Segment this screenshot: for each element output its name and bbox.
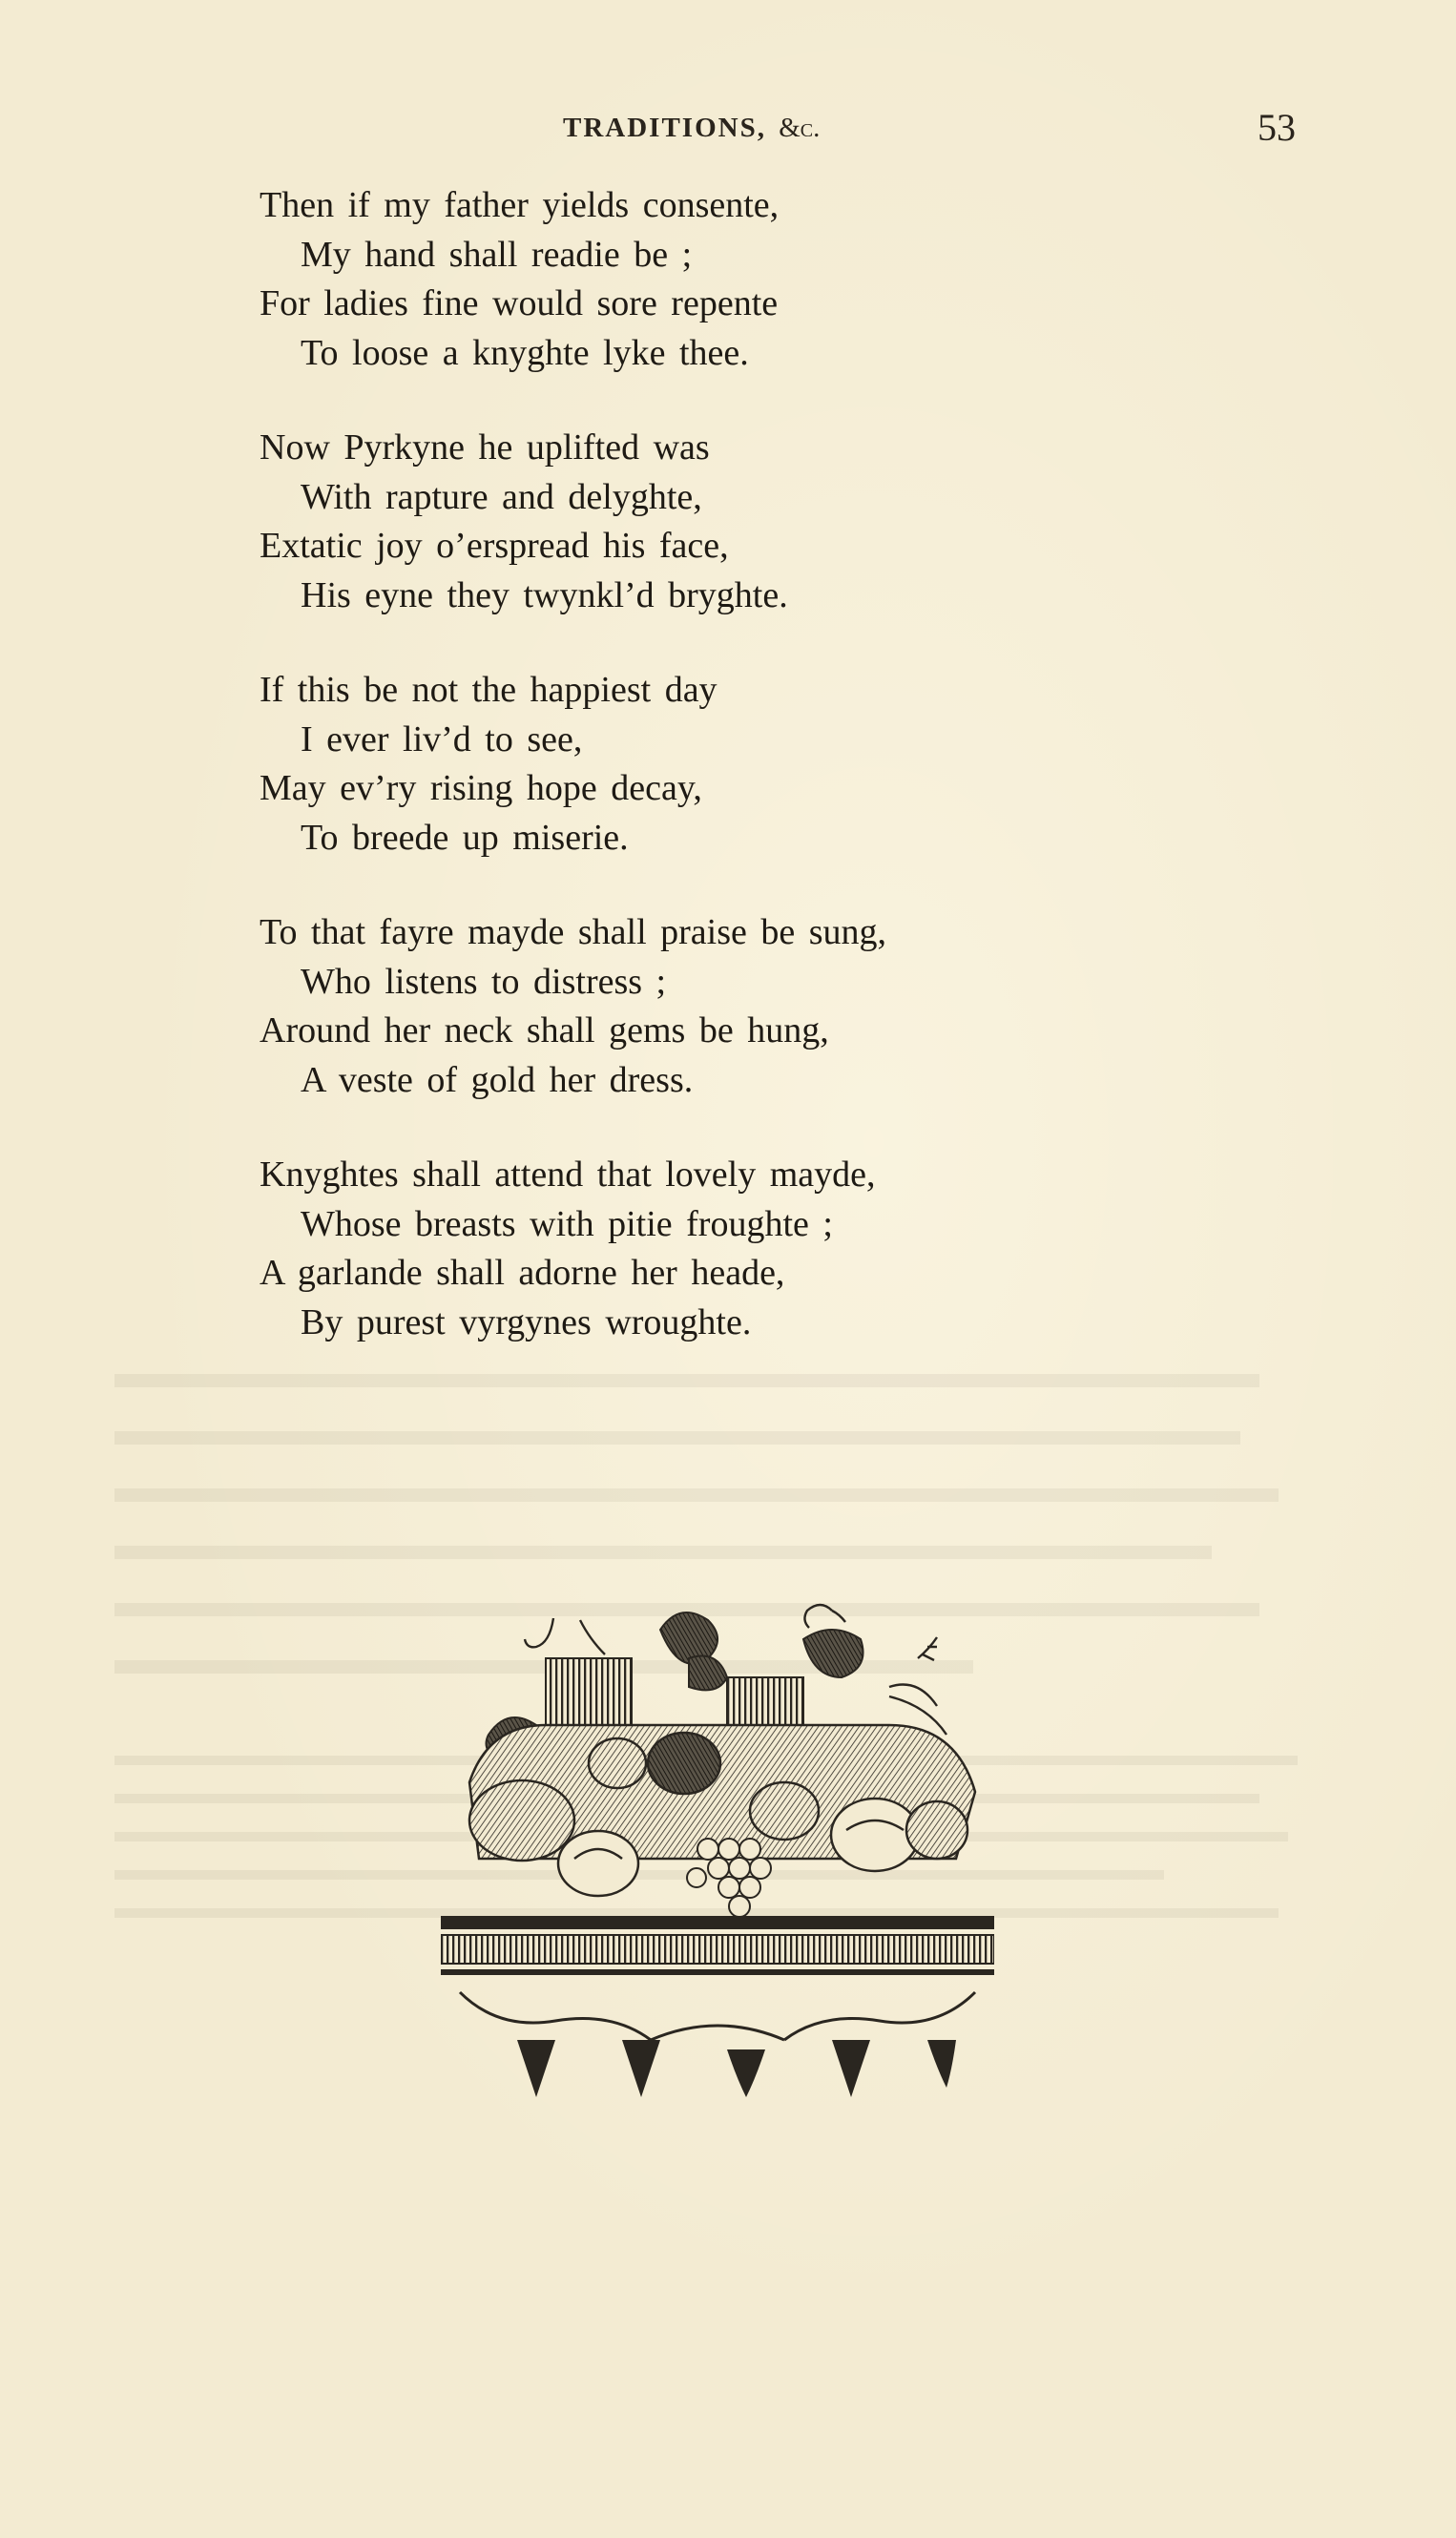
poem-line: To loose a knyghte lyke thee.: [301, 332, 749, 373]
poem-line: Then if my father yields consente,: [260, 185, 780, 225]
poem-line: Extatic joy o’erspread his face,: [260, 526, 729, 566]
running-head: [563, 113, 820, 144]
poem-line: May ev’ry rising hope decay,: [260, 768, 702, 808]
stanza-3: [260, 666, 1214, 863]
poem-line: My hand shall readie be ;: [301, 234, 693, 275]
poem-line: If this be not the happiest day: [260, 670, 718, 710]
poem-line: A garlande shall adorne her heade,: [260, 1253, 785, 1293]
running-title: TRADITIONS,: [563, 113, 766, 143]
stanza-2: [260, 424, 1214, 620]
poem-line: For ladies fine would sore repente: [260, 283, 779, 323]
poem-line: Who listens to distress ;: [301, 961, 667, 1002]
stanza-4: [260, 908, 1214, 1105]
stanza-5: [260, 1151, 1214, 1347]
poem-line: By purest vyrgynes wroughte.: [301, 1301, 752, 1342]
poem: [260, 181, 1214, 1393]
poem-line: With rapture and delyghte,: [301, 476, 702, 517]
poem-line: Around her neck shall gems be hung,: [260, 1010, 829, 1051]
poem-line: Knyghtes shall attend that lovely mayde,: [260, 1155, 876, 1195]
poem-line: His eyne they twynkl’d bryghte.: [301, 574, 788, 615]
running-title-suffix: &c.: [779, 113, 821, 143]
poem-line: Now Pyrkyne he uplifted was: [260, 427, 710, 468]
poem-line: I ever liv’d to see,: [301, 718, 583, 759]
poem-line: Whose breasts with pitie froughte ;: [301, 1203, 833, 1244]
stanza-1: [260, 181, 1214, 378]
poem-line: To breede up miserie.: [301, 817, 629, 858]
fruit-basket-engraving-icon: [441, 1591, 994, 2107]
poem-line: To that fayre mayde shall praise be sung,: [260, 912, 887, 952]
page-number: 53: [1258, 106, 1296, 149]
poem-line: A veste of gold her dress.: [301, 1059, 694, 1100]
